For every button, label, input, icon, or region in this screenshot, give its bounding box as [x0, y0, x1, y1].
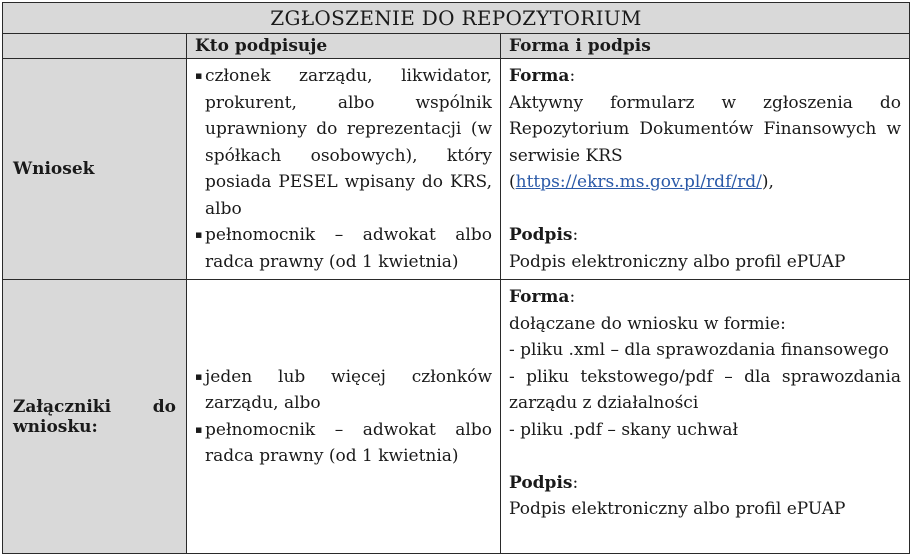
signer-text: członek zarządu, likwidator, prokurent, albo wspólnik uprawniony do reprezentacji (w spółkach osobowych), który posiada PESEL wpisany do KRS, albo — [205, 66, 492, 219]
podpis-heading — [509, 470, 901, 497]
header-empty — [3, 34, 187, 59]
row-label-wniosek: Wniosek — [3, 59, 187, 280]
forma-label: Forma — [509, 66, 570, 86]
forma-text — [509, 90, 901, 170]
label-part: do — [152, 396, 176, 417]
colon: : — [569, 287, 576, 307]
bullet-icon: ▪ — [195, 369, 203, 383]
table-title: ZGŁOSZENIE DO REPOZYTORIUM — [3, 3, 910, 34]
list-item: - pliku .pdf – skany uchwał — [509, 419, 739, 440]
signer-text: pełnomocnik – adwokat albo radca prawny (od 1 kwietnia) — [205, 419, 492, 466]
signer-text: pełnomocnik – adwokat albo radca prawny (od 1 kwietnia) — [205, 225, 492, 272]
forma-intro: dołączane do wniosku w formie: — [509, 313, 786, 334]
header-form: Forma i podpis — [501, 34, 910, 59]
list-item: - pliku .xml – dla sprawozdania finansowego — [509, 340, 889, 360]
list-item — [195, 364, 492, 417]
row-label-zalaczniki — [3, 280, 187, 554]
forma-heading — [509, 284, 901, 311]
paren-open: ( — [509, 172, 516, 192]
list-item — [195, 63, 492, 222]
signer-text: jeden lub więcej członków zarządu, albo — [205, 366, 492, 413]
forma-heading — [509, 63, 901, 90]
colon: : — [569, 66, 576, 86]
forma-label: Forma — [509, 287, 570, 307]
signers-cell-zalaczniki — [187, 280, 501, 554]
colon: : — [572, 472, 579, 493]
podpis-label: Podpis — [509, 225, 573, 245]
repository-table — [2, 2, 910, 554]
podpis-text: Podpis elektroniczny albo profil ePUAP — [509, 251, 846, 272]
form-cell-zalaczniki — [501, 280, 910, 554]
podpis-label: Podpis — [509, 472, 573, 493]
podpis-heading — [509, 222, 901, 249]
list-item — [195, 417, 492, 470]
forma-description: Aktywny formularz w zgłoszenia do Repozytorium Dokumentów Finansowych w serwisie KRS — [509, 92, 902, 166]
label-part: Załączniki — [13, 396, 112, 417]
form-cell-wniosek — [501, 59, 910, 280]
paren-close: ), — [761, 172, 774, 192]
bullet-icon: ▪ — [195, 69, 203, 82]
signers-cell-wniosek — [187, 59, 501, 280]
colon: : — [572, 225, 579, 245]
podpis-text: Podpis elektroniczny albo profil ePUAP — [509, 499, 846, 519]
ekrs-link[interactable]: https://ekrs.ms.gov.pl/rdf/rd/ — [515, 172, 762, 192]
header-signers: Kto podpisuje — [187, 34, 501, 59]
list-item: - pliku tekstowego/pdf – dla sprawozdania zarządu z działalności — [509, 366, 902, 413]
forma-link-line — [509, 169, 901, 196]
list-item — [195, 222, 492, 275]
bullet-icon: ▪ — [195, 228, 203, 241]
label-part: wniosku: — [13, 416, 98, 437]
bullet-icon: ▪ — [195, 422, 203, 436]
